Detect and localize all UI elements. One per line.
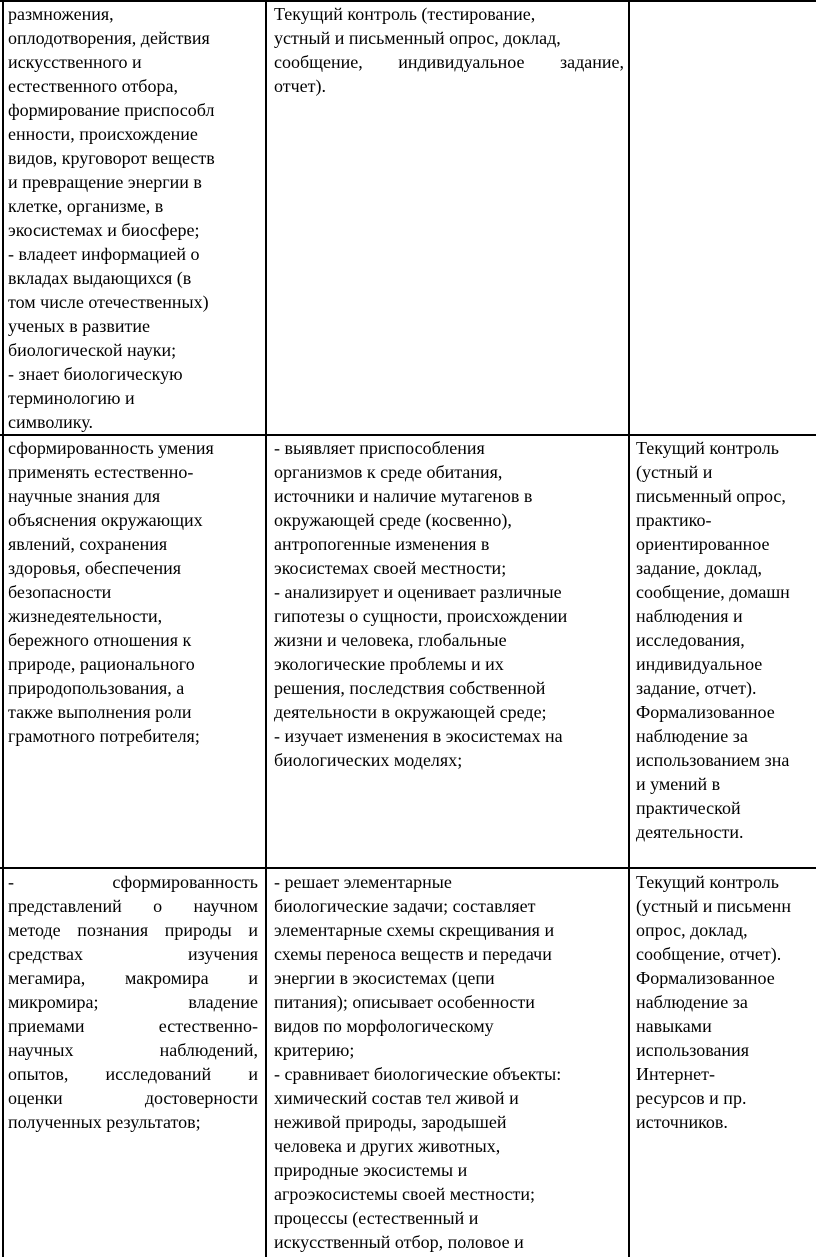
table-border-col1	[265, 0, 267, 1257]
text-line: Формализованное	[636, 968, 775, 988]
text-line: деятельности в окружающей среде;	[274, 702, 547, 722]
text-line: экосистемах и биосфере;	[8, 220, 200, 240]
text-line: Текущий контроль	[636, 872, 779, 892]
text-line: письменный опрос,	[636, 486, 786, 506]
text-line: - выявляет приспособления	[274, 438, 485, 458]
text-line: устный и письменный опрос, доклад,	[274, 28, 561, 48]
text-line: - анализирует и оценивает различные	[274, 582, 562, 602]
text-line: питания); описывает особенности	[274, 992, 535, 1012]
text-line: том числе отечественных)	[8, 292, 209, 312]
text-line: оценки достоверности	[8, 1088, 258, 1108]
text-line: методе познания природы и	[8, 920, 258, 940]
text-line: навыками	[636, 1016, 712, 1036]
text-line: экосистемах своей местности;	[274, 558, 507, 578]
table-border-col2	[628, 0, 630, 1257]
text-line: микромира; владение	[8, 992, 258, 1012]
text-line: ориентированное	[636, 534, 770, 554]
text-line: биологические задачи; составляет	[274, 896, 536, 916]
text-line: сообщение, индивидуальное задание,	[274, 52, 624, 72]
text-line: искусственного и	[8, 52, 142, 72]
text-line: опытов, исследований и	[8, 1064, 258, 1084]
text-line: (устный и	[636, 462, 713, 482]
row3-col3-cell	[636, 870, 816, 1257]
text-line: - владеет информацией о	[8, 244, 200, 264]
text-line: организмов к среде обитания,	[274, 462, 503, 482]
text-line: формирование приспособл	[8, 100, 215, 120]
text-line: терминологию и	[8, 388, 135, 408]
row3-col1-cell	[8, 870, 258, 1257]
text-line: здоровья, обеспечения	[8, 558, 182, 578]
text-line: использования	[636, 1040, 750, 1060]
text-line: биологических моделях;	[274, 750, 463, 770]
text-line: грамотного потребителя;	[8, 726, 200, 746]
text-line: оплодотворения, действия	[8, 28, 210, 48]
text-line: безопасности	[8, 582, 112, 602]
text-line: и умений в	[636, 774, 721, 794]
text-line: объяснения окружающих	[8, 510, 203, 530]
text-line: символику.	[8, 412, 93, 432]
row2-col3-cell	[636, 436, 816, 864]
text-line: жизни и человека, глобальные	[274, 630, 507, 650]
row1-col2-cell	[274, 2, 624, 432]
text-line: приемами естественно-	[8, 1016, 258, 1036]
text-line: антропогенные изменения в	[274, 534, 490, 554]
text-line: человека и других животных,	[274, 1136, 501, 1156]
text-line: и превращение энергии в	[8, 172, 202, 192]
text-line: жизнедеятельности,	[8, 606, 163, 626]
text-line: - изучает изменения в экосистемах на	[274, 726, 563, 746]
text-line: опрос, доклад,	[636, 920, 748, 940]
text-line: схемы переноса веществ и передачи	[274, 944, 552, 964]
table-border-row2	[0, 867, 816, 869]
text-line: источников.	[636, 1112, 728, 1132]
text-line: практической	[636, 798, 741, 818]
text-line: Интернет-	[636, 1064, 715, 1084]
text-line: применять естественно-	[8, 462, 194, 482]
text-line: энергии в экосистемах (цепи	[274, 968, 495, 988]
text-line: исследования,	[636, 630, 745, 650]
text-line: также выполнения роли	[8, 702, 192, 722]
text-line: научных наблюдений,	[8, 1040, 258, 1060]
text-line: элементарные схемы скрещивания и	[274, 920, 555, 940]
text-line: задание, доклад,	[636, 558, 763, 578]
text-line: Текущий контроль	[636, 438, 779, 458]
text-line: - решает элементарные	[274, 872, 452, 892]
text-line: бережного отношения к	[8, 630, 192, 650]
row1-col3-cell	[636, 2, 816, 432]
text-line: искусственный отбор, половое и	[274, 1232, 524, 1252]
text-line: полученных результатов;	[8, 1112, 201, 1132]
text-line: видов, круговорот веществ	[8, 148, 215, 168]
text-line: вкладах выдающихся (в	[8, 268, 192, 288]
text-line: индивидуальное	[636, 654, 763, 674]
text-line: решения, последствия собственной	[274, 678, 546, 698]
text-line: химический состав тел живой и	[274, 1088, 519, 1108]
text-line: - знает биологическую	[8, 364, 183, 384]
text-line: экологические проблемы и их	[274, 654, 504, 674]
text-line: енности, происхождение	[8, 124, 198, 144]
text-line: критерию;	[274, 1040, 355, 1060]
text-line: наблюдения и	[636, 606, 743, 626]
text-line: ученых в развитие	[8, 316, 150, 336]
text-line: использованием зна	[636, 750, 790, 770]
text-line: научные знания для	[8, 486, 161, 506]
row3-col2-cell	[274, 870, 624, 1257]
text-line: Текущий контроль (тестирование,	[274, 4, 536, 24]
text-line: неживой природы, зародышей	[274, 1112, 507, 1132]
text-line: природные экосистемы и	[274, 1160, 468, 1180]
row2-col1-cell	[8, 436, 262, 864]
text-line: мегамира, макромира и	[8, 968, 258, 988]
text-line: практико-	[636, 510, 712, 530]
text-line: (устный и письменн	[636, 896, 791, 916]
row1-col1-cell	[8, 2, 262, 432]
text-line: естественного отбора,	[8, 76, 178, 96]
text-line: клетке, организме, в	[8, 196, 164, 216]
text-line: биологической науки;	[8, 340, 177, 360]
text-line: представлений о научном	[8, 896, 258, 916]
text-line: сообщение, отчет).	[636, 944, 782, 964]
text-line: видов по морфологическому	[274, 1016, 494, 1036]
row2-col2-cell	[274, 436, 624, 864]
text-line: деятельности.	[636, 822, 744, 842]
text-line: ресурсов и пр.	[636, 1088, 747, 1108]
text-line: размножения,	[8, 4, 114, 24]
text-line: задание, отчет).	[636, 678, 757, 698]
text-line: - сформированность	[8, 872, 258, 892]
text-line: явлений, сохранения	[8, 534, 168, 554]
text-line: - сравнивает биологические объекты:	[274, 1064, 562, 1084]
text-line: гипотезы о сущности, происхождении	[274, 606, 568, 626]
table-border-left	[2, 0, 4, 1257]
text-line: наблюдение за	[636, 726, 748, 746]
text-line: процессы (естественный и	[274, 1208, 479, 1228]
text-line: агроэкосистемы своей местности;	[274, 1184, 536, 1204]
text-line: средствах изучения	[8, 944, 258, 964]
text-line: сформированность умения	[8, 438, 214, 458]
text-line: отчет).	[274, 76, 327, 96]
text-line: Формализованное	[636, 702, 775, 722]
text-line: источники и наличие мутагенов в	[274, 486, 533, 506]
text-line: природе, рационального	[8, 654, 195, 674]
text-line: сообщение, домашн	[636, 582, 790, 602]
text-line: наблюдение за	[636, 992, 748, 1012]
text-line: природопользования, а	[8, 678, 185, 698]
text-line: окружающей среде (косвенно),	[274, 510, 512, 530]
